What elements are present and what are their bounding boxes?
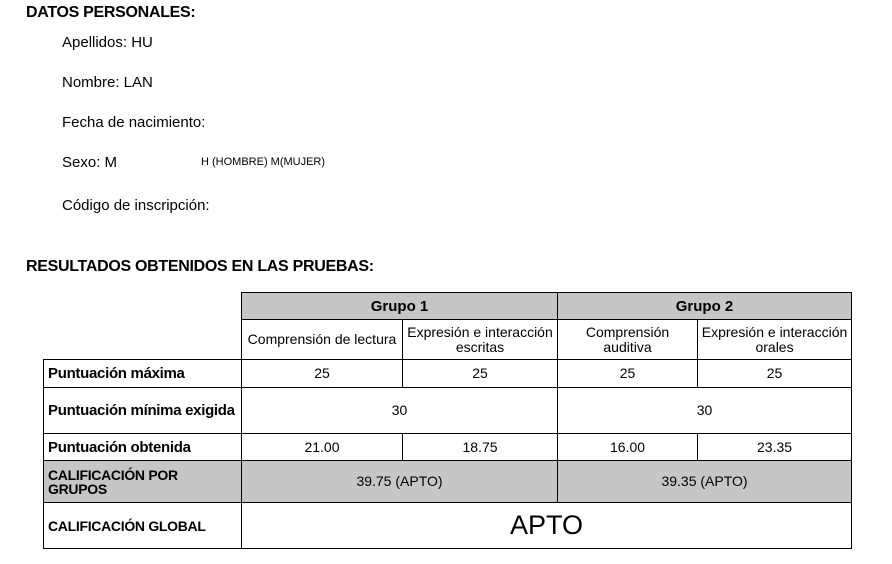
max-score-cell: 25	[558, 360, 698, 388]
obtained-score-label: Puntuación obtenida	[44, 434, 242, 461]
table-corner	[44, 293, 242, 320]
table-corner	[44, 320, 242, 360]
group-2-header: Grupo 2	[558, 293, 852, 320]
obtained-score-cell: 16.00	[558, 434, 698, 461]
subtest-listening-header: Comprensión auditiva	[558, 320, 698, 360]
obtained-score-cell: 23.35	[698, 434, 852, 461]
sex-hint: H (HOMBRE) M(MUJER)	[201, 156, 326, 168]
birthdate-field: Fecha de nacimiento:	[62, 114, 206, 131]
apellidos-field: Apellidos: HU	[62, 34, 153, 51]
obtained-score-cell: 21.00	[242, 434, 403, 461]
min-score-group-1: 30	[242, 388, 558, 434]
results-heading: RESULTADOS OBTENIDOS EN LAS PRUEBAS:	[26, 258, 374, 275]
sex-field: Sexo: M	[62, 154, 118, 171]
max-score-cell: 25	[403, 360, 558, 388]
max-score-cell: 25	[242, 360, 403, 388]
group-grade-label: CALIFICACIÓN POR GRUPOS	[44, 461, 242, 503]
min-score-group-2: 30	[558, 388, 852, 434]
global-grade-value: APTO	[242, 503, 852, 549]
group-2-grade: 39.35 (APTO)	[558, 461, 852, 503]
global-grade-label: CALIFICACIÓN GLOBAL	[44, 503, 242, 549]
subtest-speaking-header: Expresión e interacción orales	[698, 320, 852, 360]
results-table	[43, 292, 852, 549]
max-score-label: Puntuación máxima	[44, 360, 242, 388]
max-score-cell: 25	[698, 360, 852, 388]
personal-data-heading: DATOS PERSONALES:	[26, 4, 196, 21]
min-score-label: Puntuación mínima exigida	[44, 388, 242, 434]
group-1-grade: 39.75 (APTO)	[242, 461, 558, 503]
obtained-score-cell: 18.75	[403, 434, 558, 461]
nombre-field: Nombre: LAN	[62, 74, 153, 91]
group-1-header: Grupo 1	[242, 293, 558, 320]
subtest-writing-header: Expresión e interacción escritas	[403, 320, 558, 360]
subtest-reading-header: Comprensión de lectura	[242, 320, 403, 360]
registration-code-field: Código de inscripción:	[62, 197, 210, 214]
